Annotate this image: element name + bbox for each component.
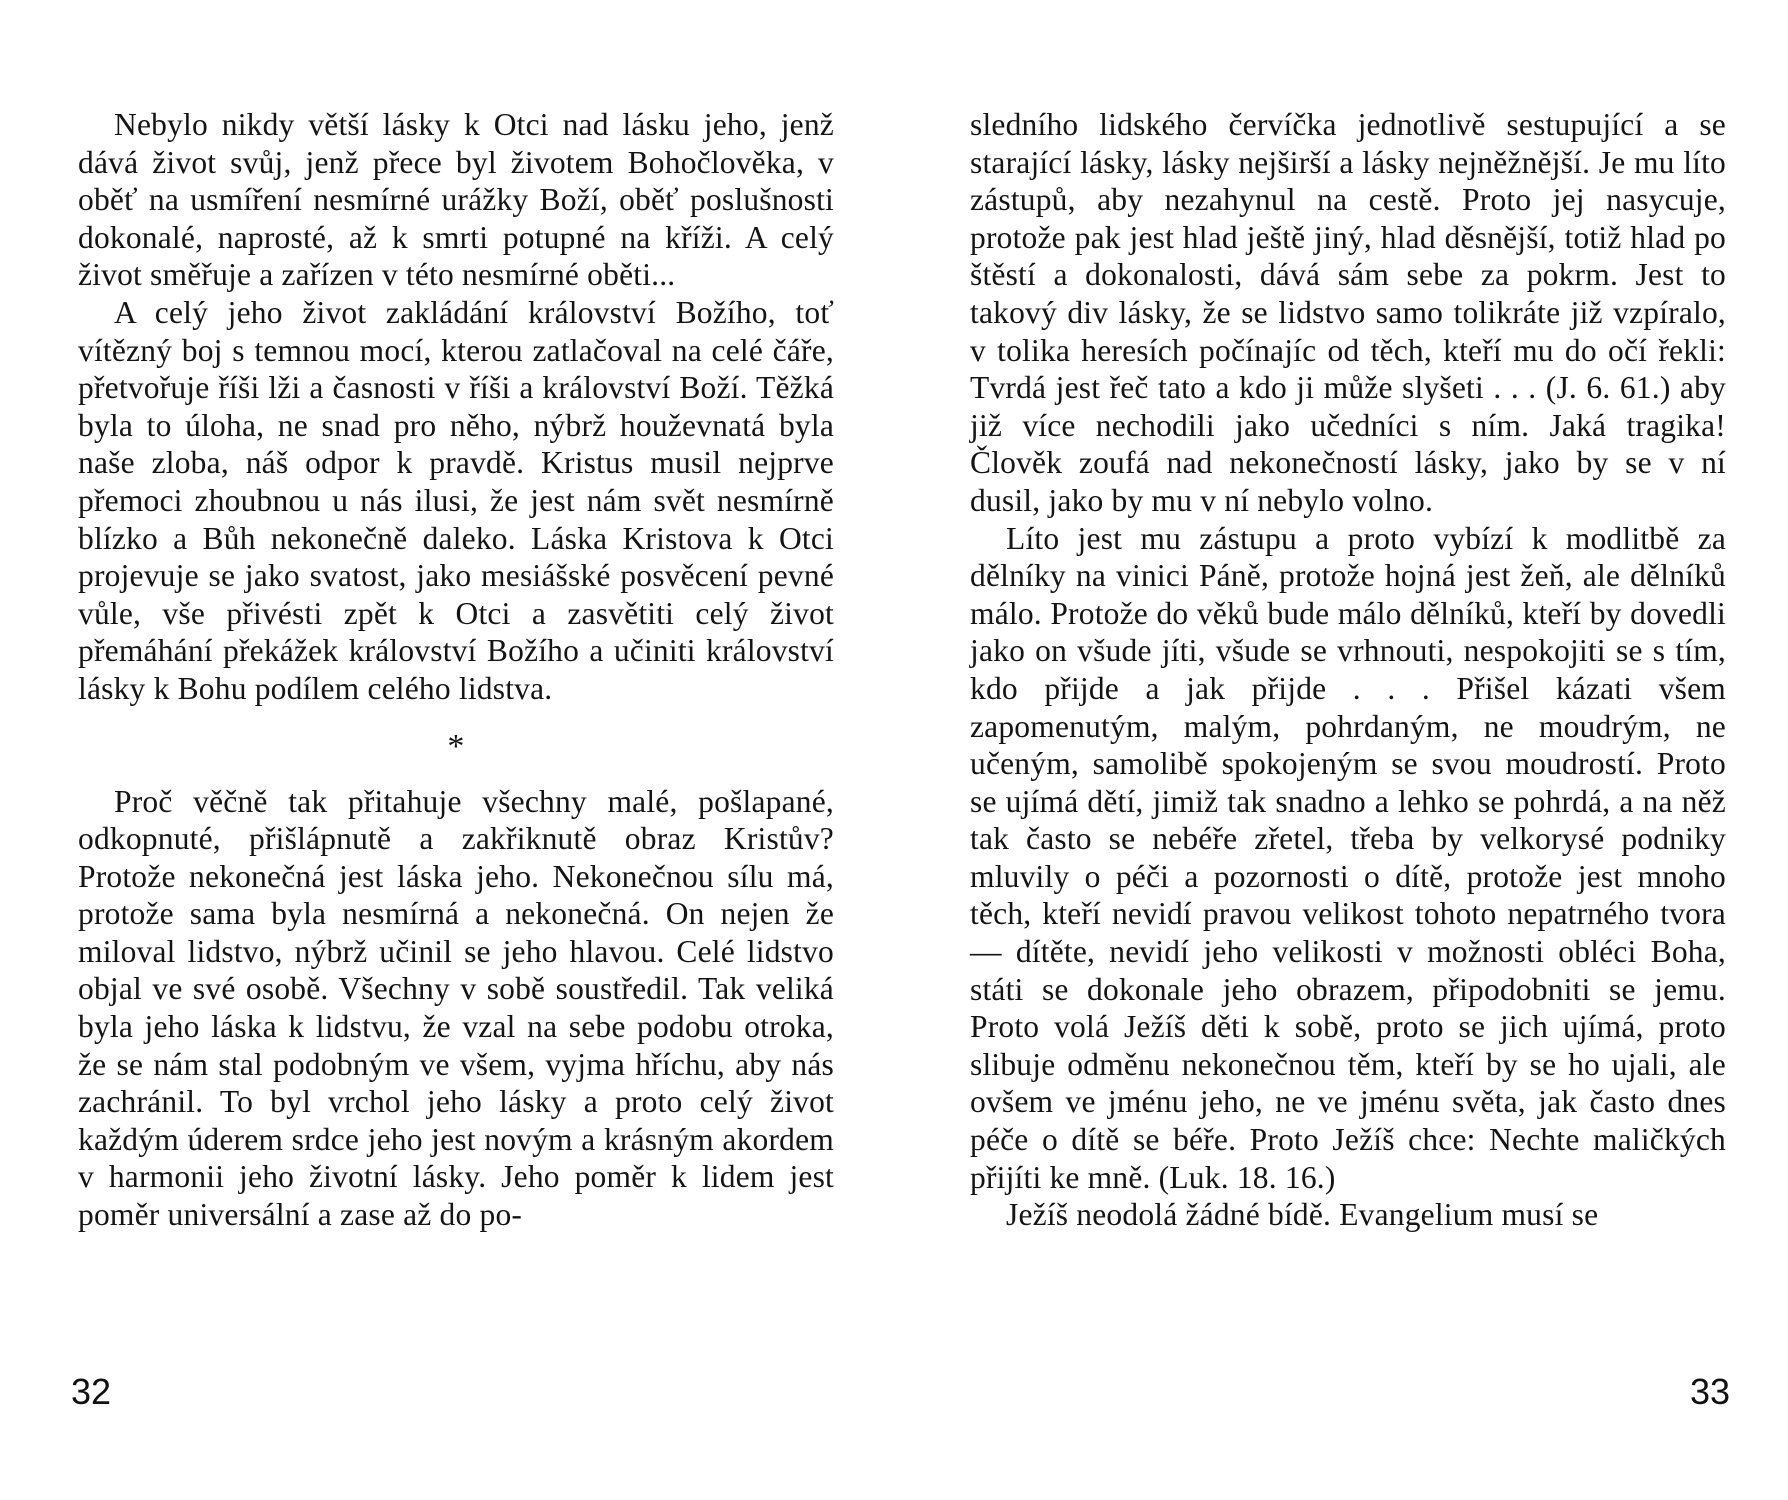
paragraph: Líto jest mu zástupu a proto vybízí k modlitbě za dělníky na vinici Páně, protože hojná jest žeň, ale dělníků málo. Protože do věků bude málo dělníků, kteří by dovedli jako on všude jíti, všude se vrhnouti, nespokojiti se s tím, kdo přijde a jak přijde . . . Přišel kázati všem zapomenutým, malým, pohrdaným, ne moudrým, ne učeným, samolibě spokojeným se svou moudrostí. Proto se ujímá dětí, jimiž tak snadno a lehko se pohrdá, a na něž tak často se nebéře zřetel, třeba by velkorysé podniky mluvily o péči a pozornosti o dítě, protože jest mnoho těch, kteří nevidí pravou velikost tohoto nepatrného tvora — dítěte, nevidí jeho velikosti v možnosti obléci Boha, státi se dokonale jeho obrazem, připodobniti se jemu. Proto volá Ježíš děti k sobě, proto se jich ujímá, proto slibuje odměnu nekonečnou těm, kteří by se ho ujali, ale ovšem ve jménu jeho, ne ve jménu světa, jak často dnes péče o dítě se béře. Proto Ježíš chce: Nechte maličkých přijíti ke mně. (Luk. 18. 16.) — [970, 520, 1726, 1195]
paragraph: A celý jeho život zakládání království Božího, toť vítězný boj s temnou mocí, kterou zatlačoval na celé čáře, přetvořuje říši lži a časnosti v říši a království Boží. Těžká byla to úloha, ne snad pro něho, nýbrž houževnatá byla naše zloba, náš odpor k pravdě. Kristus musil nejprve přemoci zhoubnou u nás ilusi, že jest nám svět nesmírně blízko a Bůh nekonečně daleko. Láska Kristova k Otci projevuje se jako svatost, jako mesiášské posvěcení pevné vůle, vše přivésti zpět k Otci a zasvětiti celý život přemáhání překážek království Božího a učiniti království lásky k Bohu podílem celého lidstva. — [78, 294, 834, 706]
paragraph: sledního lidského červíčka jednotlivě sestupující a se starající lásky, lásky nejširší a lásky nejněžnější. Je mu líto zástupů, aby nezahynul na cestě. Proto jej nasycuje, protože pak jest hlad ještě jiný, hlad děsnější, totiž hlad po štěstí a dokonalosti, dává sám sebe za pokrm. Jest to takový div lásky, že se lidstvo samo tolikráte již vzpíralo, v tolika heresích počínajíc od těch, kteří mu do očí řekli: Tvrdá jest řeč tato a kdo ji může slyšeti . . . (J. 6. 61.) aby již více nechodili jako učedníci s ním. Jaká tragika! Člověk zoufá nad nekonečností lásky, jako by se v ní dusil, jako by mu v ní nebylo volno. — [970, 107, 1726, 518]
page-number: 32 — [71, 1371, 112, 1412]
paragraph: Proč věčně tak přitahuje všechny malé, pošlapané, odkopnuté, přišlápnutě a zakřiknutě obraz Kristův? Protože nekonečná jest láska jeho. Nekonečnou sílu má, protože sama byla nesmírná a nekonečná. On nejen že miloval lidstvo, nýbrž učinil se jeho hlavou. Celé lidstvo objal ve své osobě. Všechny v sobě soustředil. Tak veliká byla jeho láska k lidstvu, že vzal na sebe podobu otroka, že se nám stal podobným ve všem, vyjma hříchu, aby nás zachránil. To byl vrchol jeho lásky a proto celý život každým úderem srdce jeho jest novým a krásným akordem v harmonii jeho životní lásky. Jeho poměr k lidem jest poměr universální a zase až do po- — [78, 783, 834, 1233]
right-text-column — [970, 106, 1726, 1234]
paragraph: Ježíš neodolá žádné bídě. Evangelium musí se — [1006, 1197, 1599, 1233]
right-page — [894, 0, 1788, 1500]
section-separator: * — [447, 727, 465, 765]
page-number: 33 — [1690, 1371, 1731, 1412]
paragraph: Nebylo nikdy větší lásky k Otci nad lásku jeho, jenž dává život svůj, jenž přece byl životem Bohočlověka, v oběť na usmíření nesmírné urážky Boží, oběť poslušnosti dokonalé, naprosté, až k smrti potupné na kříži. A celý život směřuje a zařízen v této nesmírné oběti... — [78, 107, 834, 293]
left-text-column — [78, 106, 834, 1234]
